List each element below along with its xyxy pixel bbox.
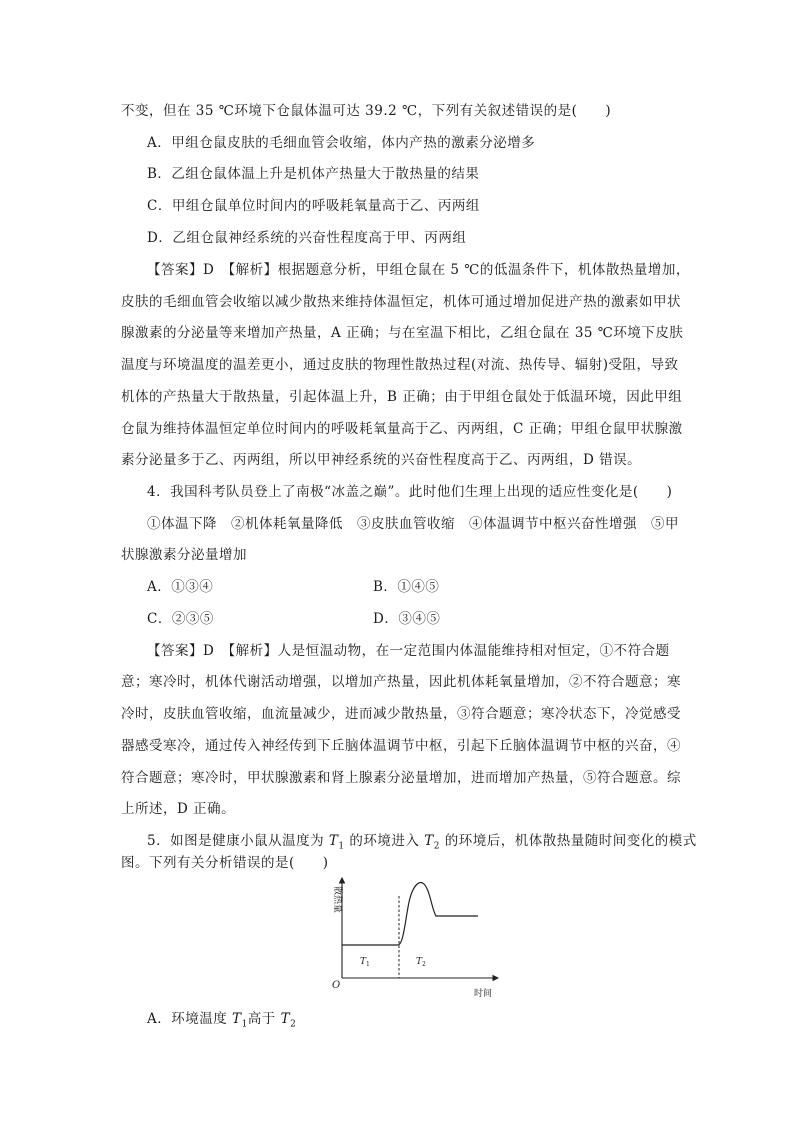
q3-option-d: D．乙组仓鼠神经系统的兴奋性程度高于甲、丙两组 [147, 230, 467, 246]
y-axis-label: 散热量 [332, 886, 342, 914]
q3-answer-line: 仓鼠为维持体温恒定单位时间内的呼吸耗氧量高于乙、丙两组，C 正确；甲组仓鼠甲状腺激 [121, 421, 683, 437]
q3-answer-line: 机体的产热量大于散热量，引起体温上升，B 正确；由于甲组仓鼠处于低温环境，因此甲组 [121, 389, 683, 405]
q4-answer-line: 器感受寒冷，通过传入神经传到下丘脑体温调节中枢，引起下丘脑体温调节中枢的兴奋，④ [121, 738, 681, 754]
q4-items-line2: 状腺激素分泌量增加 [121, 547, 247, 563]
q4-answer-line: 意；寒冷时，机体代谢活动增强，以增加产热量，因此机体耗氧量增加，②不符合题意；寒 [121, 674, 681, 690]
q3-option-c: C．甲组仓鼠单位时间内的呼吸耗氧量高于乙、丙两组 [147, 198, 480, 214]
q3-stem-tail: 不变，但在 35 ℃环境下仓鼠体温可达 39.2 ℃，下列有关叙述错误的是( ) [121, 103, 612, 119]
q3-answer-line: 温度与环境温度的温差更小，通过皮肤的物理性散热过程(对流、热传导、辐射)受阻，导致 [121, 357, 679, 373]
q5-stem: 5．如图是健康小鼠从温度为 $T_1$ 的环境进入 $T_2$ 的环境后，机体散热量随时间变化的模式 [147, 833, 697, 852]
q5-option-a: A．环境温度 $T_1$高于 $T_2$ [147, 1011, 297, 1030]
q3-answer-line: 皮肤的毛细血管会收缩以减少散热来维持体温恒定，机体可通过增加促进产热的激素如甲状 [121, 294, 681, 310]
q4-option-c: C．②③⑤ [147, 611, 214, 627]
region-t2-label: $T_2$ [416, 957, 426, 968]
q4-option-d: D．③④⑤ [373, 611, 441, 627]
heat-loss-curve [342, 883, 478, 945]
q4-stem: 4．我国科考队员登上了南极“冰盖之巅”。此时他们生理上出现的适应性变化是( ) [147, 484, 673, 500]
q4-answer-line: 符合题意；寒冷时，甲状腺激素和肾上腺素分泌量增加，进而增加产热量，⑤符合题意。综 [121, 770, 681, 786]
q3-option-a: A．甲组仓鼠皮肤的毛细血管会收缩，体内产热的激素分泌增多 [147, 135, 536, 151]
q5-stem-line2: 图。下列有关分析错误的是( ) [121, 855, 329, 871]
q3-answer-line: 腺激素的分泌量等来增加产热量，A 正确；与在室温下相比，乙组仓鼠在 35 ℃环境下皮肤 [121, 325, 684, 341]
origin-label: O [332, 980, 341, 991]
heat-loss-figure [320, 872, 510, 1000]
q4-items-line1: ①体温下降 ②机体耗氧量降低 ③皮肤血管收缩 ④体温调节中枢兴奋性增强 ⑤甲 [147, 516, 679, 532]
q4-option-a: A．①③④ [147, 579, 214, 595]
q4-answer-line: 【答案】D 【解析】人是恒温动物，在一定范围内体温能维持相对恒定，①不符合题 [147, 643, 670, 659]
q4-answer-line: 冷时，皮肤血管收缩，血流量减少，进而减少散热量，③符合题意；寒冷状态下，冷觉感受 [121, 706, 681, 722]
q3-option-b: B．乙组仓鼠体温上升是机体产热量大于散热量的结果 [147, 166, 480, 182]
q3-answer-line: 素分泌量多于乙、丙两组，所以甲神经系统的兴奋性程度高于乙、丙两组，D 错误。 [121, 452, 642, 468]
x-axis-label: 时间 [474, 989, 493, 999]
region-t1-label: $T_1$ [360, 957, 370, 968]
q3-answer-line: 【答案】D 【解析】根据题意分析，甲组仓鼠在 5 ℃的低温条件下，机体散热量增加， [147, 262, 690, 278]
q4-answer-line: 上所述，D 正确。 [121, 801, 236, 817]
q4-option-b: B．①④⑤ [373, 579, 440, 595]
